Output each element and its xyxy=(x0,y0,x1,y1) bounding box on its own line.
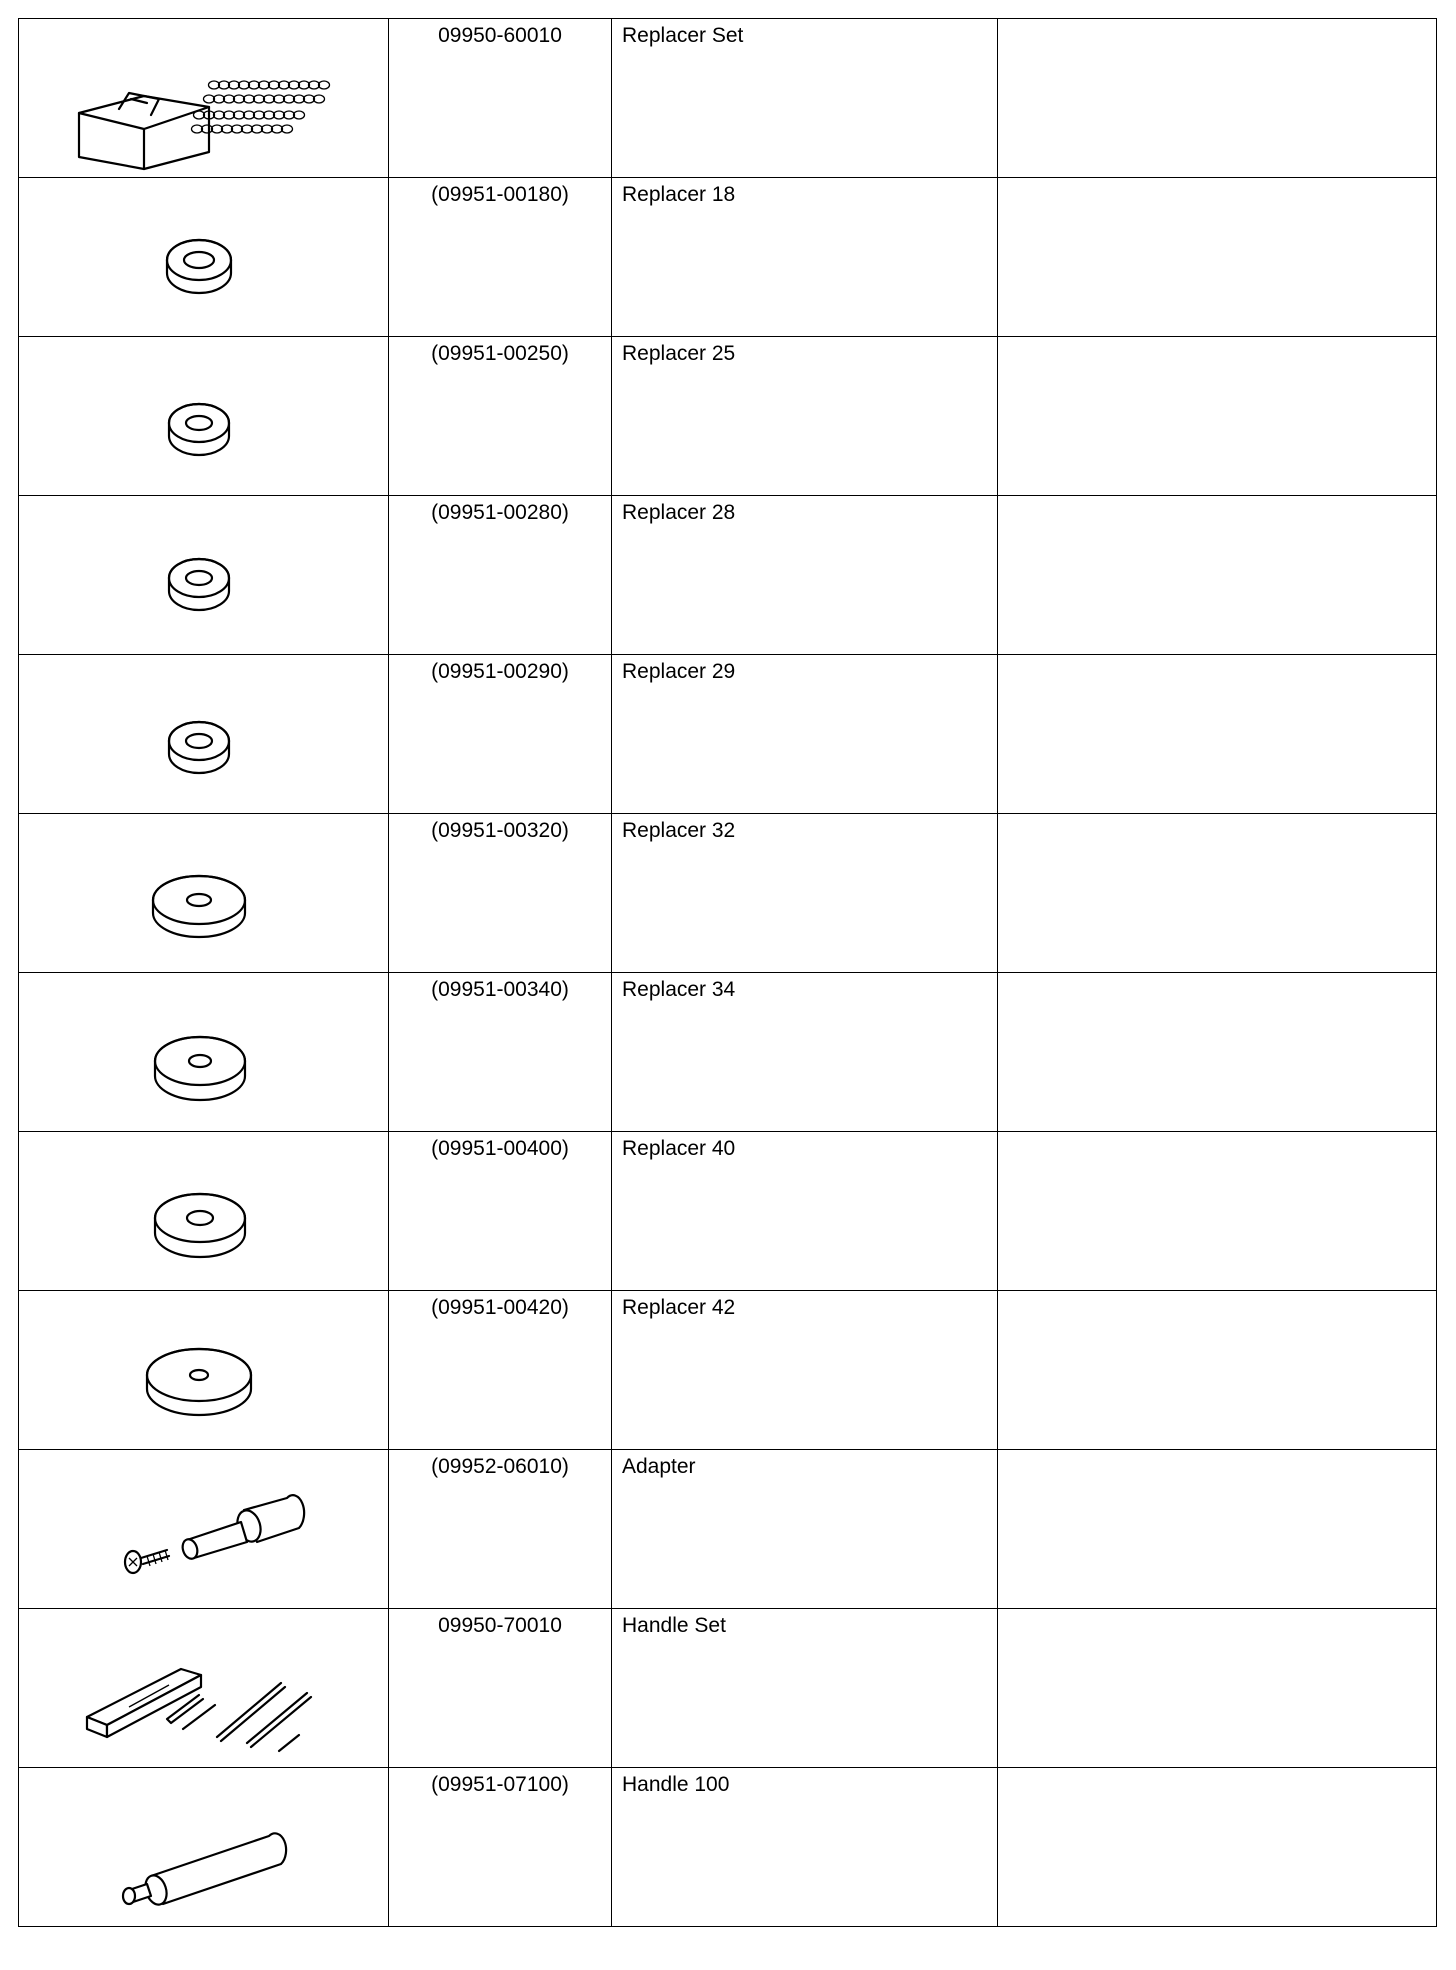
notes-cell xyxy=(998,1609,1437,1768)
part-number: (09951-00400) xyxy=(431,1137,569,1160)
description-cell xyxy=(612,1609,998,1768)
tool-image-cell xyxy=(19,496,389,655)
part-number-cell xyxy=(389,1450,612,1609)
part-description: Replacer 18 xyxy=(622,183,736,206)
table-row xyxy=(19,178,1437,337)
description-cell xyxy=(612,973,998,1132)
notes-cell xyxy=(998,496,1437,655)
tool-image-cell xyxy=(19,1768,389,1927)
replacer-ring-icon xyxy=(19,655,389,814)
table-row xyxy=(19,1768,1437,1927)
part-number: (09951-00340) xyxy=(431,978,569,1001)
notes-cell xyxy=(998,1132,1437,1291)
part-description: Handle Set xyxy=(622,1614,726,1637)
tool-image-cell xyxy=(19,1609,389,1768)
notes-cell xyxy=(998,1291,1437,1450)
ring-grid xyxy=(192,81,330,133)
tool-image-cell xyxy=(19,973,389,1132)
part-number: (09951-00420) xyxy=(431,1296,569,1319)
part-number: (09951-00180) xyxy=(431,183,569,206)
part-number: (09951-00250) xyxy=(431,342,569,365)
part-number: (09951-00290) xyxy=(431,660,569,683)
tool-image-cell xyxy=(19,337,389,496)
part-description: Replacer 29 xyxy=(622,660,736,683)
table-row xyxy=(19,1450,1437,1609)
description-cell xyxy=(612,337,998,496)
part-number-cell xyxy=(389,1609,612,1768)
description-cell xyxy=(612,1768,998,1927)
description-cell xyxy=(612,1132,998,1291)
table-row xyxy=(19,337,1437,496)
description-cell xyxy=(612,814,998,973)
description-cell xyxy=(612,655,998,814)
part-number-cell xyxy=(389,1291,612,1450)
tool-image-cell xyxy=(19,1450,389,1609)
tool-image-cell xyxy=(19,1291,389,1450)
replacer-ring-icon xyxy=(19,1291,389,1450)
part-number: (09951-07100) xyxy=(431,1773,569,1796)
adapter-bolt-icon xyxy=(19,1450,389,1609)
handle-set-icon xyxy=(19,1609,389,1768)
tool-image-cell xyxy=(19,814,389,973)
part-number-cell xyxy=(389,973,612,1132)
notes-cell xyxy=(998,973,1437,1132)
description-cell xyxy=(612,496,998,655)
notes-cell xyxy=(998,655,1437,814)
part-description: Replacer 40 xyxy=(622,1137,736,1160)
replacer-ring-icon xyxy=(19,814,389,973)
tool-image-cell xyxy=(19,1132,389,1291)
description-cell xyxy=(612,19,998,178)
part-description: Replacer Set xyxy=(622,24,744,47)
description-cell xyxy=(612,1450,998,1609)
part-number: (09951-00280) xyxy=(431,501,569,524)
table-row xyxy=(19,1291,1437,1450)
table-row xyxy=(19,814,1437,973)
notes-cell xyxy=(998,1768,1437,1927)
part-description: Replacer 28 xyxy=(622,501,736,524)
notes-cell xyxy=(998,178,1437,337)
table-row xyxy=(19,655,1437,814)
replacer-ring-icon xyxy=(19,496,389,655)
table-row xyxy=(19,973,1437,1132)
part-description: Adapter xyxy=(622,1455,696,1478)
part-number: 09950-70010 xyxy=(438,1614,562,1637)
description-cell xyxy=(612,1291,998,1450)
notes-cell xyxy=(998,814,1437,973)
tool-image-cell xyxy=(19,178,389,337)
notes-cell xyxy=(998,337,1437,496)
part-description: Replacer 32 xyxy=(622,819,736,842)
tool-image-cell xyxy=(19,655,389,814)
special-tools-table xyxy=(18,18,1437,1927)
part-number-cell xyxy=(389,814,612,973)
part-description: Replacer 25 xyxy=(622,342,736,365)
replacer-ring-icon xyxy=(19,337,389,496)
part-number-cell xyxy=(389,655,612,814)
part-number-cell xyxy=(389,496,612,655)
part-number: (09951-00320) xyxy=(431,819,569,842)
part-number-cell xyxy=(389,19,612,178)
tool-image-cell xyxy=(19,19,389,178)
table-row xyxy=(19,496,1437,655)
part-number-cell xyxy=(389,337,612,496)
replacer-ring-icon xyxy=(19,178,389,337)
description-cell xyxy=(612,178,998,337)
part-number-cell xyxy=(389,178,612,337)
part-number-cell xyxy=(389,1768,612,1927)
part-description: Replacer 34 xyxy=(622,978,736,1001)
part-number-cell xyxy=(389,1132,612,1291)
part-number: (09952-06010) xyxy=(431,1455,569,1478)
replacer-set-case-icon xyxy=(19,19,389,178)
notes-cell xyxy=(998,19,1437,178)
replacer-ring-icon xyxy=(19,1132,389,1291)
notes-cell xyxy=(998,1450,1437,1609)
table-row xyxy=(19,1132,1437,1291)
table-row xyxy=(19,19,1437,178)
part-number: 09950-60010 xyxy=(438,24,562,47)
replacer-ring-icon xyxy=(19,973,389,1132)
part-description: Replacer 42 xyxy=(622,1296,736,1319)
table-row xyxy=(19,1609,1437,1768)
handle-rod-icon xyxy=(19,1768,389,1927)
part-description: Handle 100 xyxy=(622,1773,730,1796)
